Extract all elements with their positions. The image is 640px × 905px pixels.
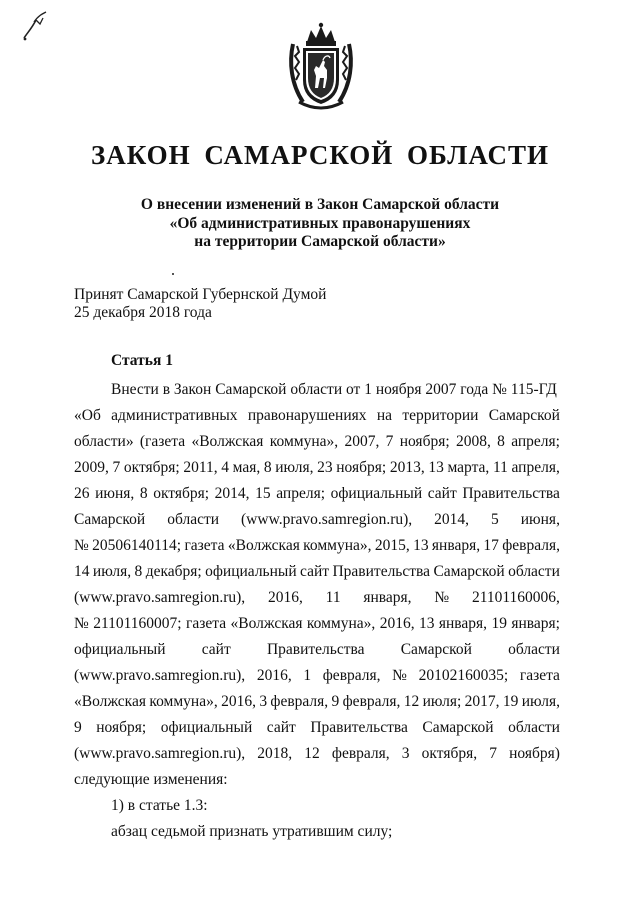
subtitle-line: О внесении изменений в Закон Самарской области [140,196,500,213]
body-word: официальный [160,719,253,736]
body-word: апреля; [276,485,326,502]
body-word: области [508,563,560,580]
body-word: 2017, [464,693,500,710]
body-word: (www.pravo.samregion.ru), [74,745,246,762]
body-word: области» [74,433,134,450]
body-word: апреля; [511,433,560,450]
body-word: 2016, [256,667,292,684]
body-word: ноября; [336,459,387,476]
body-word: 15 [255,485,271,502]
body-line [74,455,560,481]
body-word: апреля, [511,459,560,476]
body-word: сайт [201,641,231,658]
handwritten-mark-icon [20,8,50,42]
body-word: коммуна», [269,433,339,450]
coat-of-arms-icon [285,22,357,110]
body-word: 19 [502,693,519,710]
body-word: 2015, [374,537,410,554]
body-word: «Волжская [227,537,300,554]
body-word: 26 [74,485,90,502]
adoption-note [74,286,326,322]
body-word: сайт [266,719,296,736]
body-word: ноября) [509,745,560,762]
body-word: области [508,719,560,736]
body-word: июля, [92,563,132,580]
law-title: ЗАКОН САМАРСКОЙ ОБЛАСТИ [91,140,549,170]
body-word: Самарской [74,511,146,528]
body-word: июня, [95,485,135,502]
body-word: 2011, [183,459,218,476]
body-word: 1 [303,667,312,684]
body-word: коммуна», [303,537,372,554]
body-word: 21101160006, [471,589,560,606]
body-word: коммуна», [149,693,218,710]
body-word: официальный [330,485,423,502]
body-word: января, [363,589,412,606]
body-word: официальный [74,641,166,658]
body-word: «Об [74,407,101,424]
subtitle-line: на территории Самарской области» [194,233,446,250]
body-word: 2014, [214,485,250,502]
body-line [74,481,560,507]
body-word: коммуна», [306,615,376,632]
body-line [74,611,560,637]
body-word: 2013, [389,459,425,476]
body-line [74,663,560,689]
body-line [74,585,560,611]
law-subtitle [0,196,640,252]
body-line: Внести в Закон Самарской области от 1 ноября 2007 года № 115-ГД [111,381,557,398]
body-word: ноября; [96,719,147,736]
body-line [74,507,560,533]
body-word: газета [186,615,227,632]
body-word: 12 [403,693,420,710]
subtitle-line: «Об административных правонарушениях [169,214,471,232]
body-word: (www.pravo.samregion.ru), [74,667,246,684]
body-word: области [508,641,560,658]
body-word: 8 [497,433,505,450]
body-word: июля, [275,459,314,476]
body-word: официальный [205,563,297,580]
body-word: 5 [491,511,499,528]
body-word: 2007, [344,433,380,450]
body-word: (www.pravo.samregion.ru), [241,511,413,528]
body-word: сайт [427,485,457,502]
body-word: февраля, [342,693,401,710]
body-word: Самарской [488,407,560,424]
body-line [74,741,560,767]
body-word: «Волжская [230,615,303,632]
body-line [74,689,560,715]
body-word: 23 [317,459,333,476]
body-word: 20102160035; [418,667,509,684]
body-line: абзац седьмой признать утратившим силу; [111,823,393,840]
body-word: января, [431,537,481,554]
body-word: правонарушениях [247,407,367,424]
body-word: № [434,589,450,606]
body-word: 2016, [379,615,415,632]
body-word: 11 [325,589,341,606]
body-word: газета [519,667,560,684]
body-word: февраля, [270,693,329,710]
body-word: Самарской [400,641,472,658]
body-word: марта, [447,459,490,476]
body-word: № [392,667,407,684]
body-line: 1) в статье 1.3: [111,797,208,814]
body-word: административных [111,407,238,424]
body-word: Правительства [462,485,560,502]
body-word: сайт [300,563,330,580]
body-word: 2009, [74,459,109,476]
body-word: 2016, [267,589,303,606]
body-word: 13 [413,537,429,554]
body-word: октября; [123,459,180,476]
body-word: Самарской [422,719,494,736]
body-word: 20506140114; [92,537,182,554]
body-word: января; [511,615,560,632]
body-word: февраля, [331,745,390,762]
body-line [74,403,560,429]
body-word: октября; [153,485,210,502]
body-word: 19 [491,615,507,632]
body-word: 7 [385,433,394,450]
adoption-line: Принят Самарской Губернской Думой [74,286,327,303]
scan-speck [172,273,174,275]
body-line [74,429,560,455]
body-word: 11 [492,459,508,476]
body-word: «Волжская [191,433,264,450]
body-word: Самарской [433,563,505,580]
body-word: июля; [422,693,462,710]
body-word: февраля, [502,537,560,554]
body-word: октября, [421,745,478,762]
body-word: 7 [112,459,121,476]
body-word: газета [184,537,225,554]
body-line: следующие изменения: [74,771,228,788]
body-word: (www.pravo.samregion.ru), [74,589,246,606]
body-word: 7 [489,745,497,762]
body-word: 12 [304,745,320,762]
body-word: № [74,537,89,554]
body-word: 9 [74,719,82,736]
body-word: 9 [331,693,340,710]
body-line [74,715,560,741]
body-word: 8 [263,459,272,476]
article-heading: Статья 1 [111,352,173,369]
body-word: июня, [520,511,560,528]
body-word: «Волжская [74,693,146,710]
body-word: 17 [483,537,499,554]
body-word: (газета [139,433,186,450]
body-line [74,559,560,585]
body-word: 2014, [434,511,470,528]
body-word: области [167,511,220,528]
body-word: 13 [428,459,444,476]
body-word: 4 [221,459,230,476]
body-word: февраля, [322,667,381,684]
body-word: ноября; [399,433,450,450]
body-word: 8 [139,485,148,502]
body-word: 21101160007; [93,615,182,632]
body-word: на [376,407,393,424]
body-word: территории [402,407,479,424]
body-word: 2008, [455,433,491,450]
body-word: Правительства [332,563,431,580]
article-body [74,377,560,845]
body-word: 2016, [221,693,256,710]
body-word: № [74,615,89,632]
body-word: 8 [134,563,143,580]
body-word: 14 [74,563,90,580]
adoption-date: 25 декабря 2018 года [74,304,212,321]
body-word: Правительства [266,641,365,658]
body-word: июля, [521,693,560,710]
body-word: 3 [259,693,268,710]
body-word: января, [438,615,488,632]
body-word: 13 [418,615,435,632]
body-line [74,533,560,559]
body-word: 2018, [257,745,293,762]
body-word: 3 [401,745,410,762]
body-line [74,637,560,663]
body-word: декабря; [145,563,202,580]
body-word: Правительства [310,719,408,736]
body-word: мая, [232,459,261,476]
